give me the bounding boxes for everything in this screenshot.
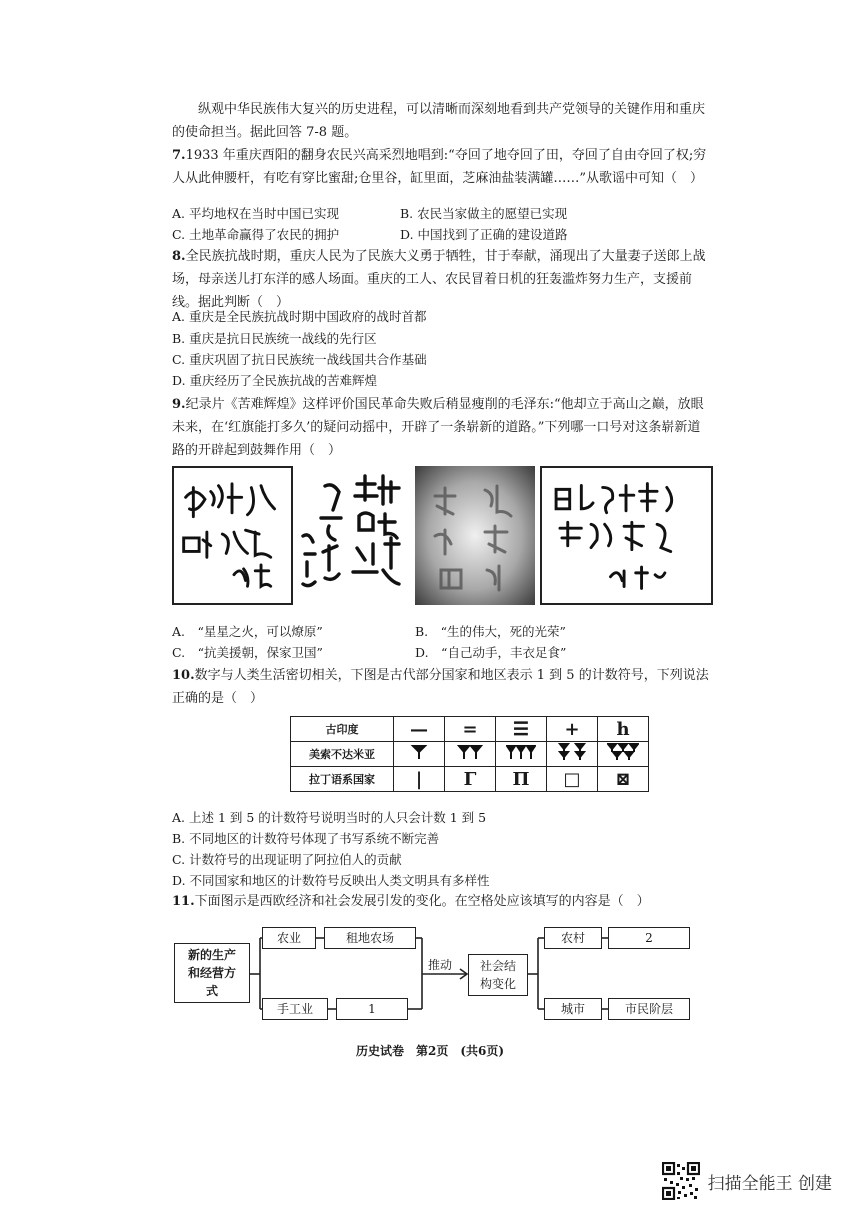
question-8 — [172, 245, 712, 314]
question-7 — [172, 144, 712, 190]
q10-option-b[interactable]: B. 不同地区的计数符号体现了书写系统不断完善 — [172, 831, 440, 846]
tenant-farm-box: 租地农场 — [324, 927, 416, 949]
social-structure-box: 社会结构变化 — [468, 954, 528, 996]
rural-box: 农村 — [544, 927, 602, 949]
symbol-cell: П — [496, 767, 547, 792]
q8-option-c[interactable]: C. 重庆巩固了抗日民族统一战线国共合作基础 — [172, 352, 427, 367]
cuneiform-5-icon — [598, 742, 649, 767]
cuneiform-1-icon — [394, 742, 445, 767]
table-row — [291, 742, 649, 767]
calligraphy-d-image — [540, 466, 713, 605]
scanner-watermark — [662, 1162, 832, 1200]
q10-option-c[interactable]: C. 计数符号的出现证明了阿拉伯人的贡献 — [172, 852, 402, 867]
q8-option-b[interactable]: B. 重庆是抗日民族统一战线的先行区 — [172, 331, 377, 346]
watermark-text: 扫描全能王 创建 — [707, 1173, 832, 1194]
question-number: 7. — [172, 148, 186, 163]
calligraphy-a-icon — [174, 468, 291, 603]
cuneiform-3-icon — [496, 742, 547, 767]
q9-option-a[interactable]: A. “星星之火，可以燎原” — [172, 624, 323, 639]
question-9 — [172, 393, 712, 462]
q9-option-b[interactable]: B. “生的伟大，死的光荣” — [415, 624, 566, 639]
calligraphy-images — [172, 466, 713, 606]
question-stem: 纪录片《苦难辉煌》这样评价国民革命失败后稍显瘦削的毛泽东:“他却立于高山之巅，放眼未来，在‘红旗能打多久’的疑问动摇中，开辟了一条崭新的道路。”下列哪一口号对这条崭新道路的开辟起到鼓舞作用（ ） — [172, 397, 704, 458]
symbol-cell: ☰ — [496, 717, 547, 742]
row-label: 美索不达米亚 — [291, 742, 394, 767]
cuneiform-2-icon — [445, 742, 496, 767]
question-stem: 数字与人类生活密切相关，下图是古代部分国家和地区表示 1 到 5 的计数符号，下列说法正确的是（ ） — [172, 668, 709, 706]
q9-option-d[interactable]: D. “自己动手，丰衣足食” — [415, 645, 567, 660]
symbol-cell: | — [394, 767, 445, 792]
symbol-cell: = — [445, 717, 496, 742]
symbol-cell: Γ — [445, 767, 496, 792]
symbol-cell: + — [547, 717, 598, 742]
agriculture-box: 农业 — [262, 927, 316, 949]
question-stem: 下面图示是西欧经济和社会发展引发的变化。在空格处应该填写的内容是（ ） — [194, 894, 650, 909]
promote-label: 推动 — [428, 958, 453, 972]
q7-option-d[interactable]: D. 中国找到了正确的建设道路 — [400, 227, 568, 242]
blank-2-box[interactable]: 2 — [608, 927, 690, 949]
symbol-cell: — — [394, 717, 445, 742]
qr-code-icon — [662, 1162, 700, 1200]
q8-option-a[interactable]: A. 重庆是全民族抗战时期中国政府的战时首都 — [172, 309, 427, 324]
q8-option-d[interactable]: D. 重庆经历了全民族抗战的苦难辉煌 — [172, 373, 378, 388]
numeral-table — [290, 716, 649, 792]
flow-diagram — [172, 924, 692, 1034]
question-number: 8. — [172, 249, 186, 264]
question-number: 9. — [172, 397, 186, 412]
calligraphy-a-image — [172, 466, 293, 605]
question-stem: 1933 年重庆酉阳的翻身农民兴高采烈地唱到:“夺回了地夺回了田，夺回了自由夺回了权;穷人从此伸腰杆，有吃有穿比蜜甜;仓里谷，缸里面，芝麻油盐装满罐……”从歌谣中可知（ ） — [172, 148, 707, 186]
q9-option-c[interactable]: C. “抗美援朝，保家卫国” — [172, 645, 323, 660]
calligraphy-b-icon — [295, 466, 411, 605]
question-stem: 全民族抗战时期，重庆人民为了民族大义勇于牺牲，甘于奉献，涌现出了大量妻子送郎上战场，母亲送儿打东洋的感人场面。重庆的工人、农民冒着日机的狂轰滥炸努力生产，支援前线。据此判断（ ） — [172, 249, 706, 310]
q7-option-c[interactable]: C. 土地革命赢得了农民的拥护 — [172, 227, 340, 242]
table-row — [291, 717, 649, 742]
calligraphy-b-image — [295, 466, 411, 605]
symbol-cell: □ — [547, 767, 598, 792]
table-row — [291, 767, 649, 792]
cuneiform-4-icon — [547, 742, 598, 767]
symbol-cell: h — [598, 717, 649, 742]
row-label: 拉丁语系国家 — [291, 767, 394, 792]
row-label: 古印度 — [291, 717, 394, 742]
burgher-class-box: 市民阶层 — [608, 998, 690, 1020]
new-production-box: 新的生产和经营方式 — [174, 943, 250, 1003]
q7-option-a[interactable]: A. 平均地权在当时中国已实现 — [172, 206, 339, 221]
calligraphy-d-icon — [542, 468, 711, 603]
question-10 — [172, 664, 712, 710]
q7-option-b[interactable]: B. 农民当家做主的愿望已实现 — [400, 206, 568, 221]
calligraphy-c-image — [415, 466, 535, 605]
symbol-cell: ⊠ — [598, 767, 649, 792]
handicraft-box: 手工业 — [262, 998, 328, 1020]
q10-option-a[interactable]: A. 上述 1 到 5 的计数符号说明当时的人只会计数 1 到 5 — [172, 810, 487, 825]
question-11 — [172, 890, 712, 913]
q10-option-d[interactable]: D. 不同国家和地区的计数符号反映出人类文明具有多样性 — [172, 873, 490, 888]
blank-1-box[interactable]: 1 — [336, 998, 408, 1020]
question-number: 11. — [172, 894, 195, 909]
page-footer: 历史试卷 第2页 (共6页) — [355, 1044, 505, 1058]
urban-box: 城市 — [544, 998, 602, 1020]
calligraphy-c-icon — [415, 466, 535, 605]
intro-text: 纵观中华民族伟大复兴的历史进程，可以清晰而深刻地看到共产党领导的关键作用和重庆的使命担当。据此回答 7-8 题。 — [172, 102, 706, 140]
question-number: 10. — [172, 668, 195, 683]
